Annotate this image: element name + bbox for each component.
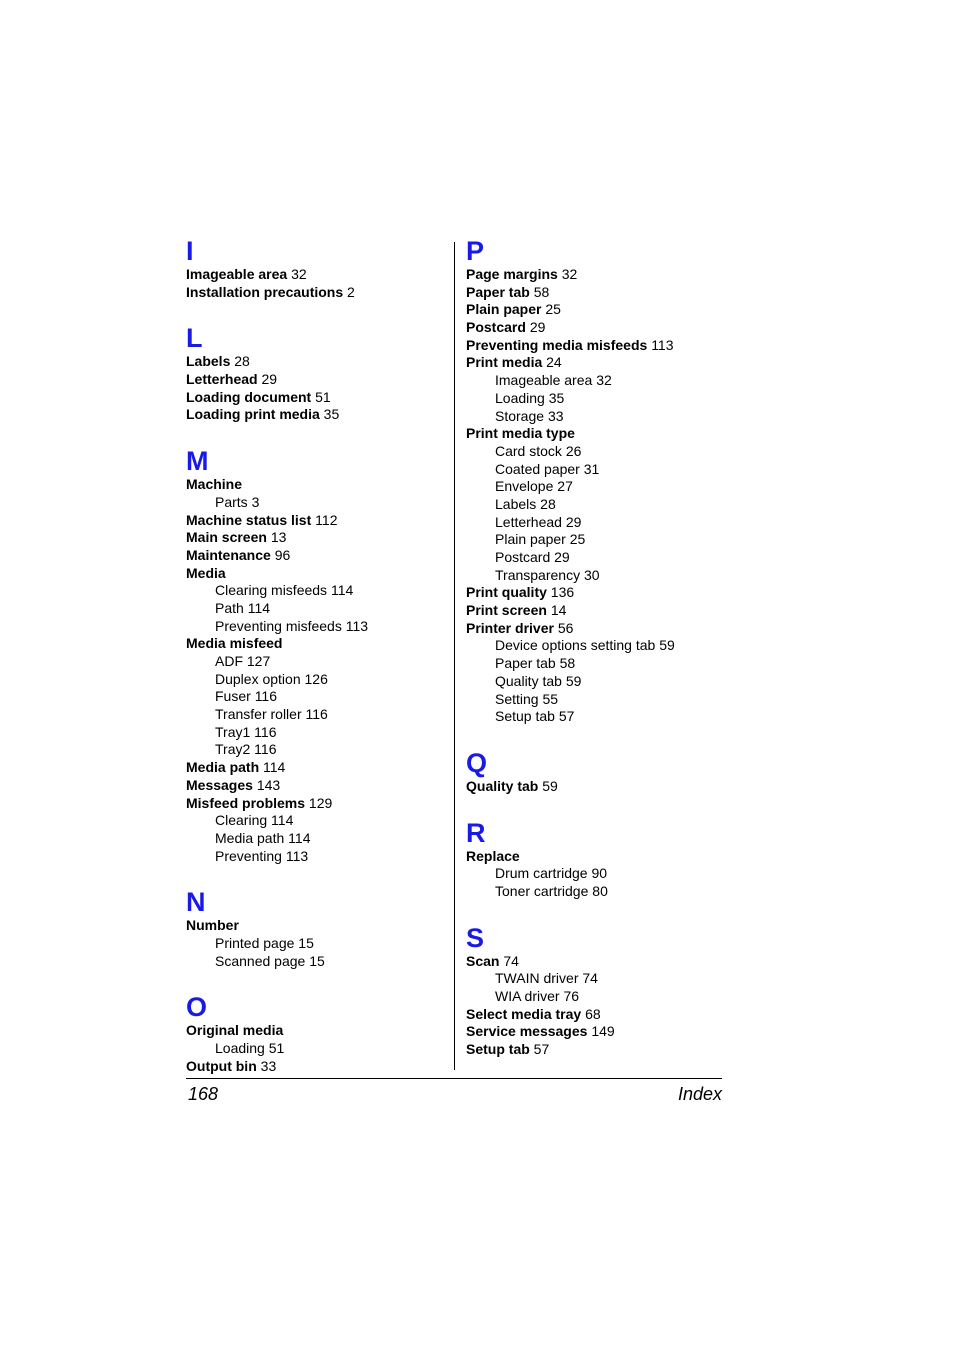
entry-page-number: 13 xyxy=(270,529,287,546)
index-subentry xyxy=(466,372,726,390)
entry-list xyxy=(466,953,726,1059)
entry-page-number: 32 xyxy=(561,266,578,282)
entry-term: Media misfeed xyxy=(186,635,283,652)
section-letter: L xyxy=(186,323,203,354)
index-subentry xyxy=(186,671,448,689)
entry-term: WIA driver xyxy=(495,988,560,1004)
index-subentry xyxy=(466,478,726,496)
entry-term: Printed page xyxy=(215,934,295,951)
entry-page-number: 127 xyxy=(246,653,271,669)
entry-term: Transfer roller xyxy=(215,706,302,723)
entry-term: Plain paper xyxy=(466,301,542,318)
entry-page-number: 149 xyxy=(591,1023,615,1040)
entry-term: Paper tab xyxy=(495,655,556,672)
entry-term: Setup tab xyxy=(466,1041,530,1058)
entry-page-number: 15 xyxy=(309,952,325,969)
index-subentry xyxy=(466,408,726,426)
entry-term: Toner cartridge xyxy=(495,882,589,899)
section-gap xyxy=(466,726,726,748)
entry-term: Machine status list xyxy=(186,511,312,528)
index-entry xyxy=(186,759,448,777)
index-entry xyxy=(186,1022,448,1040)
index-subentry xyxy=(186,1040,448,1058)
entry-list xyxy=(186,353,448,424)
entry-page-number: 68 xyxy=(585,1005,601,1022)
entry-term: Print quality xyxy=(466,584,547,601)
index-entry xyxy=(186,777,448,795)
entry-term: Misfeed problems xyxy=(186,794,306,811)
entry-page-number: 29 xyxy=(529,319,546,336)
entry-list xyxy=(466,778,726,796)
index-entry xyxy=(466,1041,726,1059)
entry-list xyxy=(186,266,448,301)
entry-list xyxy=(466,848,726,901)
section-title: Index xyxy=(677,1084,722,1104)
index-section-p xyxy=(466,236,726,726)
entry-page-number: 116 xyxy=(254,723,277,740)
entry-page-number: 57 xyxy=(558,708,575,725)
entry-term: Media path xyxy=(215,829,285,846)
entry-page-number: 114 xyxy=(263,759,286,776)
entry-term: Setup tab xyxy=(495,708,555,725)
entry-term: Coated paper xyxy=(495,460,580,477)
section-gap xyxy=(466,796,726,818)
entry-list xyxy=(186,1022,448,1075)
entry-term: Messages xyxy=(186,776,253,793)
index-subentry xyxy=(186,600,448,618)
entry-page-number: 29 xyxy=(554,549,570,565)
index-subentry xyxy=(466,567,726,585)
entry-page-number: 116 xyxy=(254,741,277,758)
index-entry xyxy=(466,354,726,372)
entry-term: Loading document xyxy=(186,388,312,405)
entry-term: Letterhead xyxy=(495,513,562,530)
entry-term: Scanned page xyxy=(215,952,306,969)
entry-term: Installation precautions xyxy=(186,283,344,300)
entry-page-number: 14 xyxy=(550,602,567,619)
index-entry xyxy=(466,337,726,355)
entry-page-number: 32 xyxy=(291,266,307,282)
entry-page-number: 35 xyxy=(548,389,565,406)
index-entry xyxy=(466,301,726,319)
entry-term: Original media xyxy=(186,1022,284,1039)
entry-term: Service messages xyxy=(466,1023,588,1040)
index-section-l xyxy=(186,323,448,424)
entry-term: Number xyxy=(186,917,239,934)
section-letter: O xyxy=(186,992,208,1023)
entry-term: Letterhead xyxy=(186,371,258,388)
index-entry xyxy=(466,1006,726,1024)
index-subentry xyxy=(466,390,726,408)
index-entry xyxy=(186,795,448,813)
index-entry xyxy=(466,602,726,620)
section-gap xyxy=(186,424,448,446)
index-entry xyxy=(466,620,726,638)
index-entry xyxy=(466,778,726,796)
index-subentry xyxy=(466,988,726,1006)
entry-term: Labels xyxy=(495,495,537,512)
index-subentry xyxy=(466,514,726,532)
entry-page-number: 96 xyxy=(274,546,291,563)
section-gap xyxy=(466,901,726,923)
entry-page-number: 143 xyxy=(256,776,281,793)
index-section-s xyxy=(466,923,726,1059)
index-subentry xyxy=(186,848,448,866)
entry-page-number: 30 xyxy=(583,566,600,583)
index-entry xyxy=(466,953,726,971)
index-entry xyxy=(186,353,448,371)
entry-term: Plain paper xyxy=(495,531,566,548)
entry-page-number: 28 xyxy=(234,353,250,370)
index-subentry xyxy=(466,691,726,709)
index-subentry xyxy=(186,688,448,706)
entry-term: Maintenance xyxy=(186,546,271,563)
entry-page-number: 126 xyxy=(304,670,328,687)
index-entry xyxy=(186,371,448,389)
index-subentry xyxy=(466,531,726,549)
entry-term: Device options setting tab xyxy=(495,637,656,654)
index-entry xyxy=(186,512,448,530)
entry-term: Page margins xyxy=(466,266,558,282)
entry-term: Quality tab xyxy=(495,672,562,689)
index-subentry xyxy=(466,673,726,691)
entry-page-number: 51 xyxy=(268,1040,285,1056)
entry-page-number: 29 xyxy=(565,513,582,530)
index-section-q xyxy=(466,748,726,796)
entry-page-number: 59 xyxy=(565,672,582,689)
entry-page-number: 58 xyxy=(559,655,576,672)
entry-page-number: 114 xyxy=(247,599,271,616)
entry-term: Preventing misfeeds xyxy=(215,617,342,634)
index-subentry xyxy=(466,970,726,988)
page-number: 168 xyxy=(188,1084,219,1104)
index-entry xyxy=(466,1023,726,1041)
index-subentry xyxy=(466,443,726,461)
index-subentry xyxy=(186,953,448,971)
entry-page-number: 57 xyxy=(533,1041,550,1058)
index-subentry xyxy=(466,708,726,726)
entry-term: Envelope xyxy=(495,478,554,495)
index-subentry xyxy=(186,653,448,671)
index-column-left xyxy=(186,236,448,1075)
entry-page-number: 26 xyxy=(565,442,582,459)
index-subentry xyxy=(186,741,448,759)
index-entry xyxy=(186,284,448,302)
index-subentry xyxy=(466,461,726,479)
entry-page-number: 55 xyxy=(542,690,559,707)
entry-page-number: 29 xyxy=(261,371,278,388)
entry-term: Machine xyxy=(186,476,243,493)
entry-term: Duplex option xyxy=(215,670,301,687)
entry-term: Output bin xyxy=(186,1057,257,1074)
index-entry xyxy=(186,406,448,424)
entry-page-number: 56 xyxy=(557,619,574,636)
index-entry xyxy=(466,319,726,337)
index-subentry xyxy=(186,724,448,742)
section-letter: S xyxy=(466,922,485,953)
entry-term: Tray2 xyxy=(215,741,251,758)
section-letter: Q xyxy=(466,747,488,778)
entry-term: TWAIN driver xyxy=(495,970,579,987)
section-letter: P xyxy=(466,236,485,266)
index-entry xyxy=(186,565,448,583)
index-subentry xyxy=(186,582,448,600)
entry-term: Replace xyxy=(466,847,520,864)
entry-term: Postcard xyxy=(466,319,526,336)
index-entry xyxy=(186,635,448,653)
entry-page-number: 112 xyxy=(315,511,338,528)
entry-page-number: 129 xyxy=(308,794,333,811)
index-section-i xyxy=(186,236,448,301)
entry-term: Setting xyxy=(495,690,539,707)
entry-page-number: 15 xyxy=(298,934,314,951)
entry-term: Print media type xyxy=(466,425,575,442)
entry-page-number: 116 xyxy=(254,688,278,705)
index-section-o xyxy=(186,992,448,1075)
section-gap xyxy=(186,970,448,992)
entry-term: Imageable area xyxy=(495,372,593,389)
entry-page-number: 114 xyxy=(330,582,354,599)
section-letter: I xyxy=(186,236,194,266)
index-section-r xyxy=(466,818,726,901)
entry-page-number: 35 xyxy=(323,406,340,423)
entry-term: Fuser xyxy=(215,688,251,705)
index-subentry xyxy=(466,865,726,883)
entry-term: Preventing media misfeeds xyxy=(466,336,648,353)
entry-page-number: 2 xyxy=(347,283,355,300)
index-subentry xyxy=(186,812,448,830)
entry-page-number: 90 xyxy=(591,865,608,882)
index-entry xyxy=(186,476,448,494)
index-subentry xyxy=(186,618,448,636)
index-entry xyxy=(186,529,448,547)
entry-term: Parts xyxy=(215,493,248,510)
entry-page-number: 27 xyxy=(557,478,573,495)
entry-page-number: 51 xyxy=(315,388,331,405)
entry-term: Loading xyxy=(495,389,545,406)
index-subentry xyxy=(466,496,726,514)
index-subentry xyxy=(466,637,726,655)
section-letter: M xyxy=(186,446,209,477)
index-entry xyxy=(466,425,726,443)
entry-term: Drum cartridge xyxy=(495,865,588,882)
entry-page-number: 24 xyxy=(546,354,562,371)
entry-term: Quality tab xyxy=(466,777,539,794)
entry-term: Clearing xyxy=(215,812,268,829)
entry-term: Clearing misfeeds xyxy=(215,582,328,599)
entry-page-number: 59 xyxy=(659,637,675,654)
section-gap xyxy=(186,865,448,887)
section-letter: R xyxy=(466,817,486,848)
footer-rule xyxy=(186,1078,722,1079)
entry-page-number: 113 xyxy=(651,336,674,353)
entry-term: Path xyxy=(215,599,244,616)
entry-list xyxy=(466,266,726,726)
entry-page-number: 76 xyxy=(563,988,580,1004)
entry-term: Paper tab xyxy=(466,283,530,300)
section-gap xyxy=(186,301,448,323)
entry-page-number: 113 xyxy=(345,617,369,634)
section-letter: N xyxy=(186,887,206,918)
index-entry xyxy=(466,848,726,866)
index-entry xyxy=(186,266,448,284)
index-subentry xyxy=(186,494,448,512)
entry-term: ADF xyxy=(215,653,243,669)
entry-term: Media xyxy=(186,564,226,581)
entry-list xyxy=(186,917,448,970)
entry-page-number: 136 xyxy=(550,584,575,601)
index-subentry xyxy=(186,830,448,848)
index-column-right xyxy=(466,236,726,1059)
index-entry xyxy=(186,389,448,407)
entry-list xyxy=(186,476,448,865)
entry-term: Main screen xyxy=(186,529,267,546)
index-subentry xyxy=(466,655,726,673)
entry-page-number: 31 xyxy=(583,460,600,477)
index-entry xyxy=(466,266,726,284)
entry-page-number: 80 xyxy=(592,882,608,899)
entry-page-number: 33 xyxy=(260,1057,277,1074)
entry-page-number: 114 xyxy=(271,812,294,829)
index-section-n xyxy=(186,887,448,970)
entry-term: Storage xyxy=(495,407,545,424)
entry-term: Media path xyxy=(186,759,260,776)
entry-term: Transparency xyxy=(495,566,581,583)
entry-page-number: 74 xyxy=(503,952,519,969)
entry-page-number: 113 xyxy=(285,847,309,864)
entry-term: Loading print media xyxy=(186,406,320,423)
entry-page-number: 32 xyxy=(596,372,612,389)
entry-page-number: 28 xyxy=(540,495,556,512)
index-entry xyxy=(466,284,726,302)
entry-term: Postcard xyxy=(495,549,551,565)
entry-page-number: 114 xyxy=(288,829,311,846)
entry-page-number: 33 xyxy=(547,407,564,424)
entry-term: Select media tray xyxy=(466,1005,582,1022)
index-subentry xyxy=(186,706,448,724)
entry-page-number: 116 xyxy=(305,706,328,723)
entry-term: Print media xyxy=(466,354,543,371)
entry-term: Tray1 xyxy=(215,723,251,740)
entry-page-number: 74 xyxy=(582,970,598,987)
entry-term: Labels xyxy=(186,353,231,370)
entry-page-number: 25 xyxy=(545,301,561,318)
entry-page-number: 3 xyxy=(251,493,260,510)
index-section-m xyxy=(186,446,448,865)
column-divider xyxy=(454,242,455,1070)
entry-term: Print screen xyxy=(466,602,547,619)
entry-term: Imageable area xyxy=(186,266,288,282)
entry-term: Scan xyxy=(466,952,500,969)
entry-page-number: 25 xyxy=(569,531,586,548)
index-subentry xyxy=(466,549,726,567)
index-subentry xyxy=(466,883,726,901)
index-subentry xyxy=(186,935,448,953)
index-entry xyxy=(186,547,448,565)
entry-term: Loading xyxy=(215,1040,265,1056)
entry-term: Preventing xyxy=(215,847,282,864)
entry-term: Printer driver xyxy=(466,619,554,636)
entry-page-number: 58 xyxy=(533,283,550,300)
index-entry xyxy=(186,917,448,935)
index-entry xyxy=(466,584,726,602)
entry-page-number: 59 xyxy=(542,777,558,794)
entry-term: Card stock xyxy=(495,442,562,459)
index-entry xyxy=(186,1058,448,1076)
